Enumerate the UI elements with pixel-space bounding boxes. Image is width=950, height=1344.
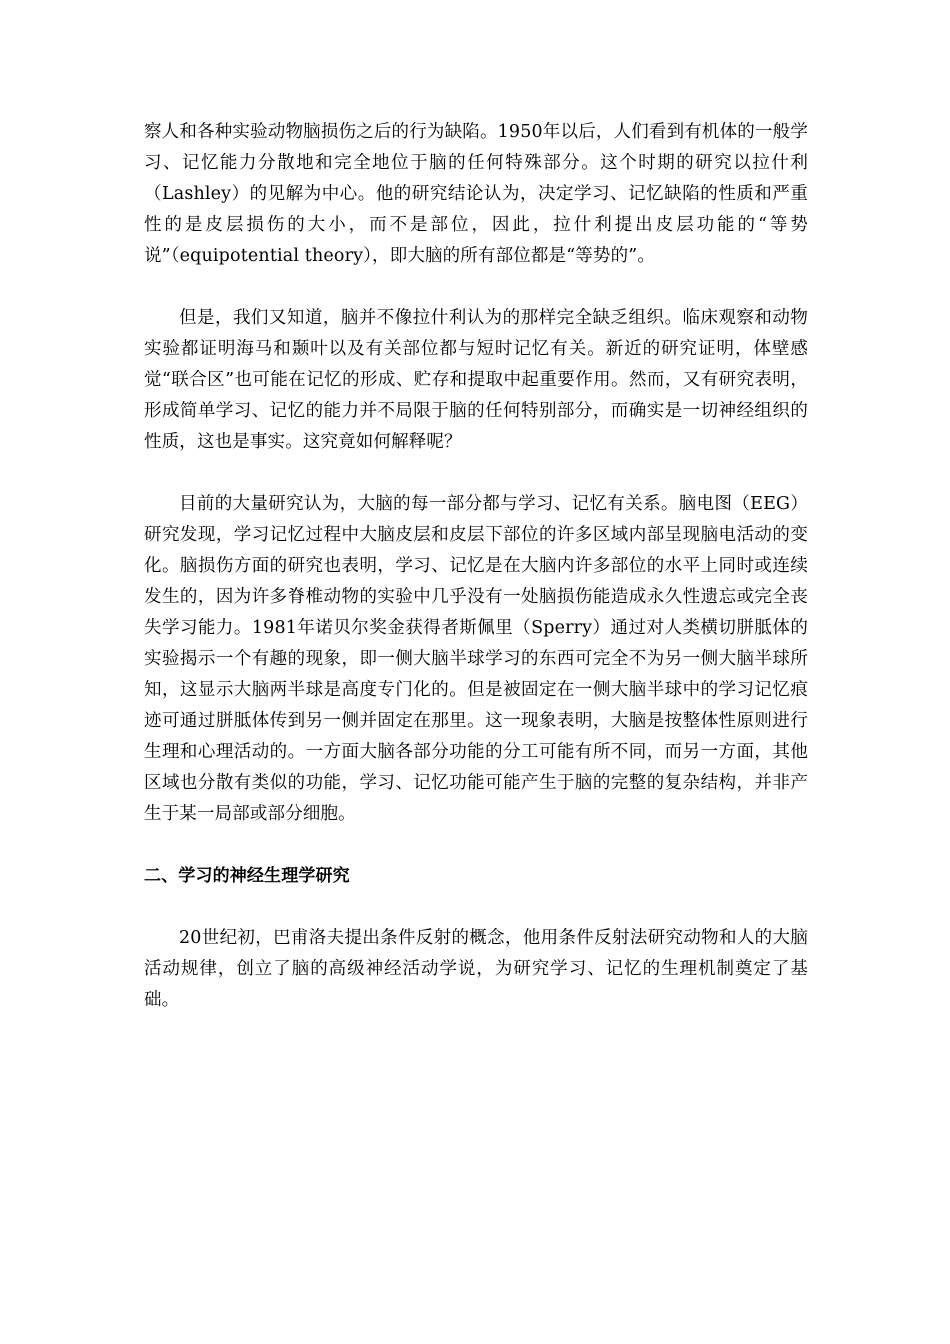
paragraph-brain-organization: 但是，我们又知道，脑并不像拉什利认为的那样完全缺乏组织。临床观察和动物实验都证明海马和颞叶以及有关部位都与短时记忆有关。新近的研究证明，体壁感觉“联合区”也可能在记忆的形成、贮存和提取中起重要作用。然而，又有研究表明，形成简单学习、记忆的能力并不局限于脑的任何特别部分，而确实是一切神经组织的性质，这也是事实。这究竟如何解释呢？	[144, 308, 808, 452]
paragraph-spacer	[144, 458, 808, 489]
paragraph-spacer	[144, 272, 808, 303]
paragraph-lashley-theory: 察人和各种实验动物脑损伤之后的行为缺陷。1950年以后，人们看到有机体的一般学习、记忆能力分散地和完全地位于脑的任何特殊部分。这个时期的研究以拉什利（Lashley）的见解为中心。他的研究结论认为，决定学习、记忆缺陷的性质和严重性的是皮层损伤的大小，而不是部位，因此，拉什利提出皮层功能的“等势说”（equipotential theory），即大脑的所有部位都是“等势的”。	[144, 122, 808, 266]
paragraph-spacer	[144, 892, 808, 923]
document-page	[144, 117, 808, 1016]
paragraph-pavlov: 20世纪初，巴甫洛夫提出条件反射的概念，他用条件反射法研究动物和人的大脑活动规律，创立了脑的高级神经活动学说，为研究学习、记忆的生理机制奠定了基础。	[144, 928, 808, 1010]
section-heading: 二、学习的神经生理学研究	[144, 866, 350, 886]
paragraph-current-research: 目前的大量研究认为，大脑的每一部分都与学习、记忆有关系。脑电图（EEG）研究发现，学习记忆过程中大脑皮层和皮层下部位的许多区域内部呈现脑电活动的变化。脑损伤方面的研究也表明，学习、记忆是在大脑内许多部位的水平上同时或连续发生的，因为许多脊椎动物的实验中几乎没有一处脑损伤能造成永久性遗忘或完全丧失学习能力。1981年诺贝尔奖金获得者斯佩里（Sperry）通过对人类横切胼胝体的实验揭示一个有趣的现象，即一侧大脑半球学习的东西可完全不为另一侧大脑半球所知，这显示大脑两半球是高度专门化的。但是被固定在一侧大脑半球中的学习记忆痕迹可通过胼胝体传到另一侧并固定在那里。这一现象表明，大脑是按整体性原则进行生理和心理活动的。一方面大脑各部分功能的分工可能有所不同，而另一方面，其他区域也分散有类似的功能，学习、记忆功能可能产生于脑的完整的复杂结构，并非产生于某一局部或部分细胞。	[144, 494, 808, 824]
paragraph-spacer	[144, 830, 808, 861]
